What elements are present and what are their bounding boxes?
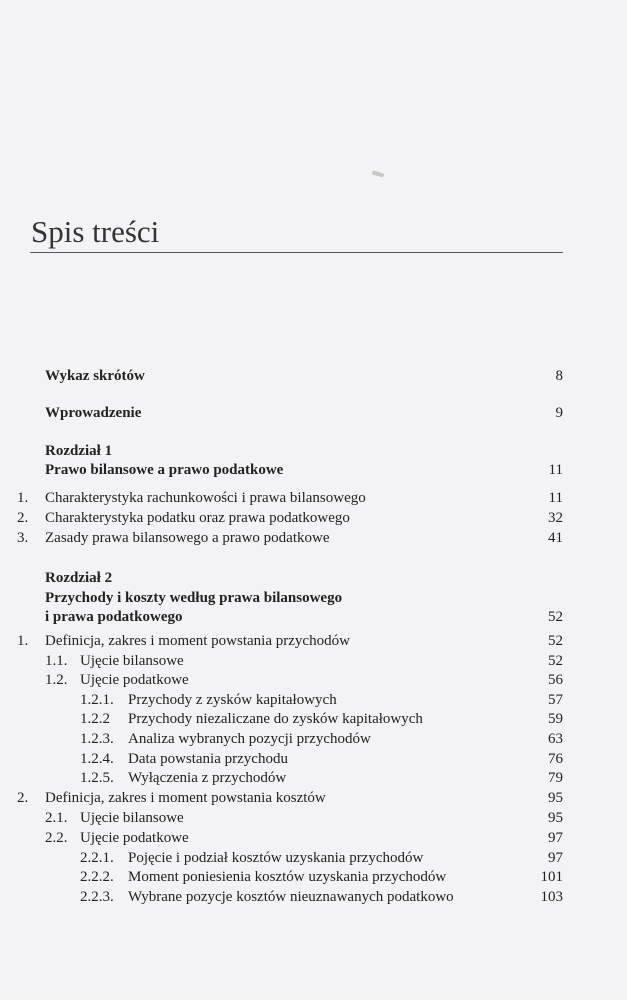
toc-entry-page: 9 bbox=[555, 405, 563, 421]
toc-entry-number: 2.2.1. bbox=[80, 850, 114, 866]
toc-entry-title: Przychody i koszty według prawa bilansowego bbox=[45, 590, 343, 606]
toc-entry-page: 63 bbox=[548, 731, 563, 747]
toc-entry bbox=[0, 607, 627, 627]
toc-entry-title: Moment poniesienia kosztów uzyskania przychodów bbox=[128, 869, 447, 885]
toc-entry bbox=[0, 488, 627, 508]
toc-entry-page: 52 bbox=[548, 653, 563, 669]
toc-entry-number: 1.2. bbox=[45, 672, 68, 688]
toc-entry-title: Wprowadzenie bbox=[45, 405, 142, 421]
toc-entry-title: Przychody niezaliczane do zysków kapitałowych bbox=[128, 711, 423, 727]
toc-entry-title: Wyłączenia z przychodów bbox=[128, 770, 287, 786]
toc-entry-title: Rozdział 1 bbox=[45, 443, 113, 459]
toc-entry-title: Zasady prawa bilansowego a prawo podatkowe bbox=[45, 530, 330, 546]
title-divider bbox=[30, 252, 563, 253]
toc-entry-page: 32 bbox=[548, 510, 563, 526]
toc-entry bbox=[0, 709, 627, 729]
toc-entry-title: Analiza wybranych pozycji przychodów bbox=[128, 731, 371, 747]
toc-entry bbox=[0, 651, 627, 671]
toc-entry-page: 8 bbox=[555, 368, 563, 384]
toc-entry-title: Wykaz skrótów bbox=[45, 368, 145, 384]
toc-entry-title: Ujęcie podatkowe bbox=[80, 672, 189, 688]
toc-entry-title: Prawo bilansowe a prawo podatkowe bbox=[45, 462, 284, 478]
toc-entry-number: 2. bbox=[17, 790, 29, 806]
toc-entry-number: 1.2.4. bbox=[80, 751, 114, 767]
toc-entry-number: 1. bbox=[17, 490, 29, 506]
toc-entry-title: Pojęcie i podział kosztów uzyskania przychodów bbox=[128, 850, 424, 866]
toc-entry-page: 52 bbox=[548, 633, 563, 649]
toc-entry bbox=[0, 749, 627, 769]
toc-entry-title: Ujęcie podatkowe bbox=[80, 830, 189, 846]
toc-entry-page: 97 bbox=[548, 830, 563, 846]
toc-entry-page: 97 bbox=[548, 850, 563, 866]
toc-entry bbox=[0, 729, 627, 749]
toc-entry bbox=[0, 441, 627, 461]
toc-entry-number: 1.2.1. bbox=[80, 692, 114, 708]
page-title: Spis treści bbox=[31, 214, 160, 249]
toc-entry-title: Rozdział 2 bbox=[45, 570, 113, 586]
toc-entry bbox=[0, 788, 627, 808]
toc-entry-title: Wybrane pozycje kosztów nieuznawanych podatkowo bbox=[128, 889, 454, 905]
toc-entry-title: i prawa podatkowego bbox=[45, 609, 183, 625]
toc-entry bbox=[0, 848, 627, 868]
toc-entry-page: 79 bbox=[548, 770, 563, 786]
toc-entry-page: 56 bbox=[548, 672, 563, 688]
toc-entry bbox=[0, 366, 627, 386]
toc-entry-page: 11 bbox=[548, 462, 563, 478]
toc-entry-number: 1.2.5. bbox=[80, 770, 114, 786]
toc-entry-number: 1.2.2 bbox=[80, 711, 110, 727]
toc-entry bbox=[0, 670, 627, 690]
toc-entry bbox=[0, 588, 627, 608]
toc-entry-page: 95 bbox=[548, 810, 563, 826]
toc-entry-number: 1. bbox=[17, 633, 29, 649]
toc-entry-number: 2.2.3. bbox=[80, 889, 114, 905]
toc-entry-title: Data powstania przychodu bbox=[128, 751, 288, 767]
toc-entry-page: 103 bbox=[540, 889, 563, 905]
toc-entry-number: 2.2. bbox=[45, 830, 68, 846]
toc-entry bbox=[0, 768, 627, 788]
scan-smudge bbox=[372, 171, 385, 178]
toc-entry-title: Charakterystyka podatku oraz prawa podatkowego bbox=[45, 510, 350, 526]
toc-entry bbox=[0, 508, 627, 528]
toc-entry-title: Ujęcie bilansowe bbox=[80, 810, 184, 826]
toc-entry-page: 76 bbox=[548, 751, 563, 767]
toc-entry-title: Definicja, zakres i moment powstania kosztów bbox=[45, 790, 326, 806]
toc-entry bbox=[0, 887, 627, 907]
toc-entry-number: 2. bbox=[17, 510, 29, 526]
toc-entry bbox=[0, 828, 627, 848]
toc-entry bbox=[0, 690, 627, 710]
toc-entry-number: 2.2.2. bbox=[80, 869, 114, 885]
toc-entry-title: Ujęcie bilansowe bbox=[80, 653, 184, 669]
toc-entry-page: 41 bbox=[548, 530, 563, 546]
toc-entry bbox=[0, 460, 627, 480]
toc-entry-title: Charakterystyka rachunkowości i prawa bilansowego bbox=[45, 490, 366, 506]
toc-entry-title: Definicja, zakres i moment powstania przychodów bbox=[45, 633, 350, 649]
toc-entry bbox=[0, 568, 627, 588]
toc-entry-page: 57 bbox=[548, 692, 563, 708]
toc-entry-page: 101 bbox=[540, 869, 563, 885]
toc-entry-page: 52 bbox=[548, 609, 563, 625]
toc-entry-number: 1.2.3. bbox=[80, 731, 114, 747]
toc-entry-page: 59 bbox=[548, 711, 563, 727]
toc-entry bbox=[0, 631, 627, 651]
toc-entry bbox=[0, 867, 627, 887]
toc-entry-title: Przychody z zysków kapitałowych bbox=[128, 692, 337, 708]
toc-entry-number: 2.1. bbox=[45, 810, 68, 826]
toc-entry bbox=[0, 403, 627, 423]
toc-entry bbox=[0, 808, 627, 828]
toc-entry-page: 95 bbox=[548, 790, 563, 806]
toc-entry bbox=[0, 528, 627, 548]
toc-entry-page: 11 bbox=[548, 490, 563, 506]
toc-entry-number: 3. bbox=[17, 530, 29, 546]
toc-entry-number: 1.1. bbox=[45, 653, 68, 669]
